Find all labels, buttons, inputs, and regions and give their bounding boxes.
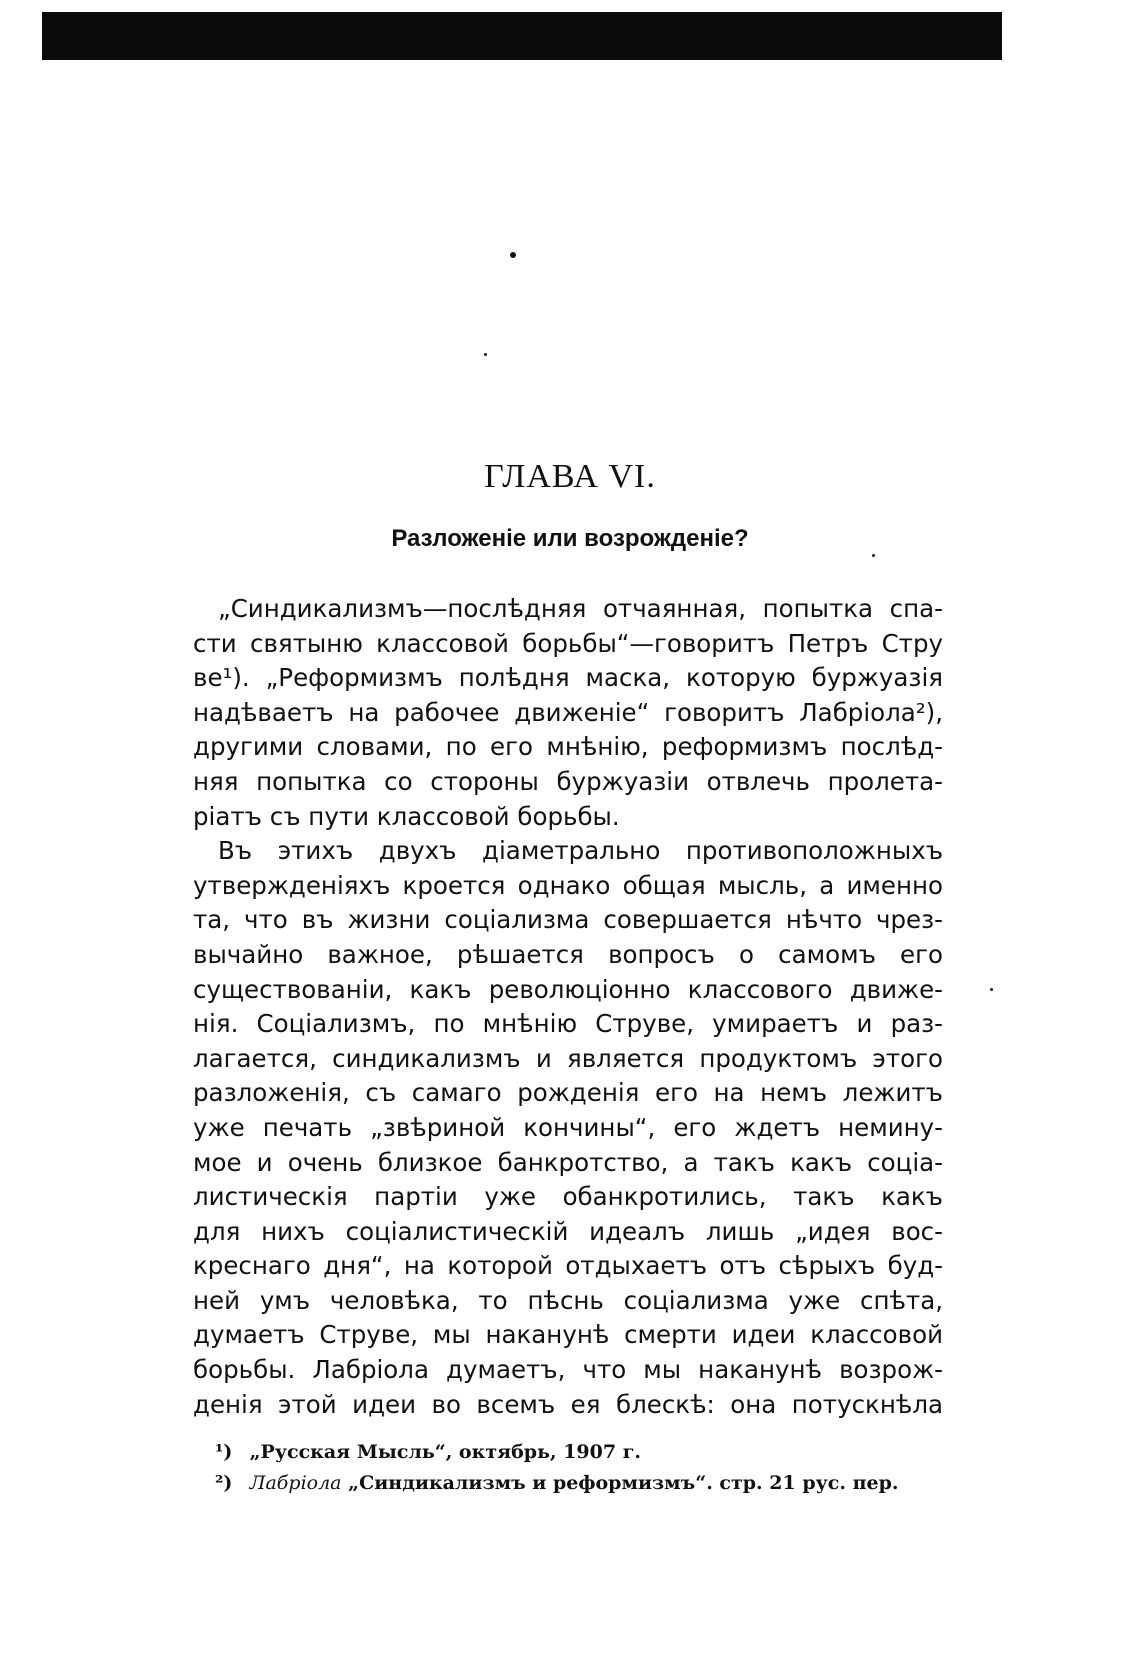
text-line: существованіи, какъ революціонно классового движе- [193,974,943,1004]
scan-speck [510,252,516,258]
text-line: уже печать „звѣриной кончины“, его ждетъ немину- [193,1112,943,1142]
text-line: мое и очень близкое банкротство, а такъ какъ соціа- [193,1147,943,1177]
text-line: вычайно важное, рѣшается вопросъ о самомъ его [193,939,943,969]
text-line: ней умъ человѣка, то пѣснь соціализма уже спѣта, [193,1285,943,1315]
scan-speck [872,554,875,557]
text-line: „Синдикализмъ—послѣдняя отчаянная, попытка спа- [218,594,943,623]
footnotes [215,1437,935,1499]
footnote [215,1468,935,1499]
chapter-title: ГЛАВА VI. [484,458,656,495]
text-line: ріатъ съ пути классовой борьбы. [193,801,620,831]
scan-speck [484,353,487,356]
text-line: креснаго дня“, на которой отдыхаетъ отъ сѣрыхъ буд- [193,1251,943,1281]
footnote-marker: ²) [215,1472,233,1494]
text-line: та, что въ жизни соціализма совершается нѣчто чрез- [193,905,943,935]
text-line: разложенія, съ самаго рожденія его на немъ лежитъ [193,1078,943,1108]
footnote-text: „Синдикализмъ и реформизмъ“. стр. 21 рус. пер. [348,1472,899,1494]
footnote-marker: ¹) [215,1441,233,1463]
footnote-author: Лабріола [249,1472,342,1494]
footnote [215,1437,935,1468]
text-line: надѣваетъ на рабочее движеніе“ говоритъ Лабріола²), [193,697,943,727]
text-line: для нихъ соціалистическій идеалъ лишь „идея вос- [193,1216,943,1246]
text-line: Въ этихъ двухъ діаметрально противоположныхъ [218,836,943,866]
scan-speck [990,988,993,991]
text-line: няя попытка со стороны буржуазіи отвлечь пролета- [193,766,943,796]
scan-edge-bar [42,12,1002,60]
text-line: сти святыню классовой борьбы“—говоритъ Петръ Стру [193,628,943,658]
text-line: денія этой идеи во всемъ ея блескѣ: она потускнѣла [193,1389,943,1419]
text-line: лагается, синдикализмъ и является продуктомъ этого [193,1043,943,1073]
paragraph [193,592,943,834]
text-line: листическія партіи уже обанкротились, такъ какъ [193,1182,943,1212]
chapter-subtitle: Разложеніе или возрожденіе? [391,525,749,552]
text-line: другими словами, по его мнѣнію, реформизмъ послѣд- [193,732,943,762]
text-line: утвержденіяхъ кроется однако общая мысль, а именно [193,870,943,900]
text-line: нія. Соціализмъ, по мнѣнію Струве, умираетъ и раз- [193,1009,943,1039]
text-line: борьбы. Лабріола думаетъ, что мы наканунѣ возрож- [193,1355,943,1385]
text-line: ве¹). „Реформизмъ полѣдня маска, которую буржуазія [193,663,943,693]
body-text [193,592,943,1422]
paragraph [193,834,943,1422]
text-line: думаетъ Струве, мы наканунѣ смерти идеи классовой [193,1320,943,1350]
footnote-text: „Русская Мысль“, октябрь, 1907 г. [249,1441,641,1463]
